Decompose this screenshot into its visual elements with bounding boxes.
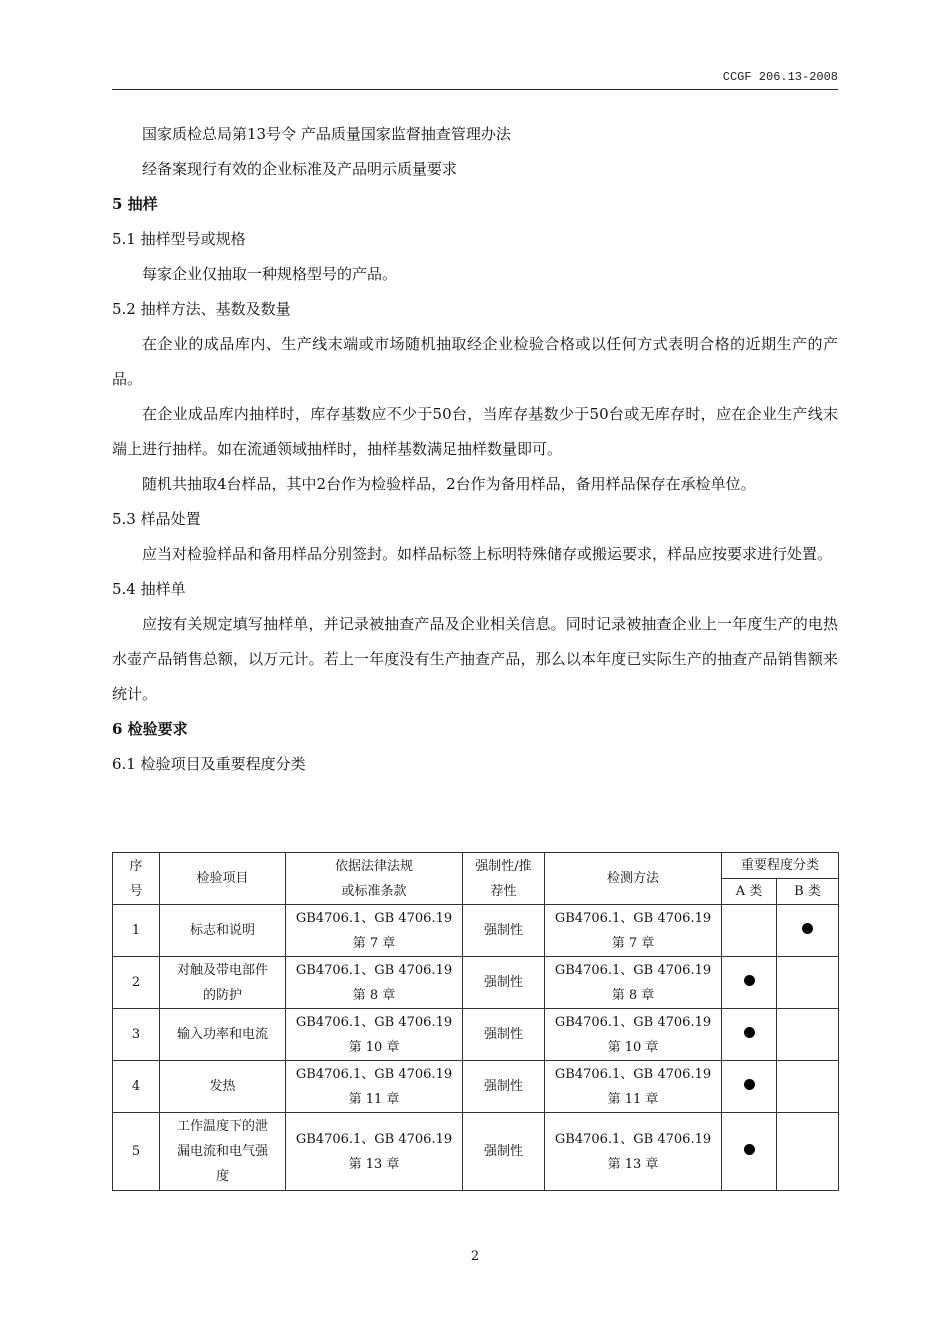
row-item	[160, 957, 286, 1009]
header-method: 检测方法	[545, 853, 722, 905]
row-mandatory: 强制性	[463, 1061, 545, 1113]
row-basis-line-2: 第 11 章	[348, 1091, 400, 1107]
row-class-b-cell	[777, 1061, 839, 1113]
row-class-a-cell	[722, 905, 777, 957]
header-basis-line-2: 或标准条款	[341, 883, 407, 899]
row-basis-line-1: GB4706.1、GB 4706.19	[295, 1066, 453, 1082]
header-mandatory-line-1: 强制性/推	[475, 858, 532, 874]
row-class-b-cell	[777, 905, 839, 957]
row-basis	[286, 957, 463, 1009]
section-5-2-text-a: 在企业的成品库内、生产线末端或市场随机抽取经企业检验合格或以任何方式表明合格的近期生产的产品。	[112, 335, 838, 388]
row-basis	[286, 1113, 463, 1191]
row-mandatory: 强制性	[463, 957, 545, 1009]
row-method-line-1: GB4706.1、GB 4706.19	[554, 1131, 712, 1147]
row-method	[545, 957, 722, 1009]
row-basis-line-2: 第 7 章	[352, 935, 396, 951]
table-row	[113, 957, 839, 1009]
section-6-1-heading: 6.1 检验项目及重要程度分类	[112, 755, 306, 773]
row-item-line-1: 工作温度下的泄	[176, 1119, 268, 1134]
row-item-line-3: 度	[215, 1169, 229, 1184]
reference-line-2: 经备案现行有效的企业标准及产品明示质量要求	[142, 160, 458, 178]
row-method-line-2: 第 13 章	[607, 1156, 659, 1172]
row-method-line-2: 第 10 章	[607, 1039, 659, 1055]
row-basis	[286, 1009, 463, 1061]
page-number: 2	[470, 1249, 480, 1264]
section-6-heading: 6 检验要求	[112, 720, 188, 738]
body-text	[112, 117, 838, 782]
section-5-3-heading: 5.3 样品处置	[112, 510, 201, 528]
row-method-line-1: GB4706.1、GB 4706.19	[554, 962, 712, 978]
header-class-a: A 类	[722, 879, 777, 905]
header-importance: 重要程度分类	[722, 853, 839, 879]
row-item: 发热	[160, 1061, 286, 1113]
row-basis-line-2: 第 13 章	[348, 1156, 400, 1172]
row-class-b-cell	[777, 957, 839, 1009]
reference-line-1: 国家质检总局第13号令 产品质量国家监督抽查管理办法	[142, 125, 511, 143]
section-5-2-text-c: 随机共抽取4台样品，其中2台作为检验样品，2台作为备用样品，备用样品保存在承检单位。	[142, 475, 756, 493]
header-seq	[113, 853, 160, 905]
row-seq: 5	[113, 1113, 160, 1191]
row-class-b-cell	[777, 1113, 839, 1191]
table-row	[113, 1061, 839, 1113]
section-5-4-text: 应按有关规定填写抽样单，并记录被抽查产品及企业相关信息。同时记录被抽查企业上一年度生产的电热水壶产品销售总额，以万元计。若上一年度没有生产抽查产品，那么以本年度已实际生产的抽查产品销售额来统计。	[112, 615, 838, 703]
table-row	[113, 1113, 839, 1191]
row-basis-line-1: GB4706.1、GB 4706.19	[295, 1131, 453, 1147]
row-item: 输入功率和电流	[160, 1009, 286, 1061]
row-method	[545, 905, 722, 957]
row-method-line-2: 第 7 章	[611, 935, 655, 951]
row-method-line-2: 第 11 章	[607, 1091, 659, 1107]
section-5-2-heading: 5.2 抽样方法、基数及数量	[112, 300, 291, 318]
row-method-line-2: 第 8 章	[611, 987, 655, 1003]
section-5-1-text: 每家企业仅抽取一种规格型号的产品。	[142, 265, 398, 283]
class-b-marker-icon	[802, 923, 813, 934]
table-row	[113, 1009, 839, 1061]
row-mandatory: 强制性	[463, 1009, 545, 1061]
header-seq-line-2: 号	[129, 883, 143, 899]
row-mandatory: 强制性	[463, 905, 545, 957]
row-basis-line-1: GB4706.1、GB 4706.19	[295, 910, 453, 926]
row-mandatory: 强制性	[463, 1113, 545, 1191]
header-class-b: B 类	[777, 879, 839, 905]
row-class-a-cell	[722, 1113, 777, 1191]
row-item-line-1: 对触及带电部件	[176, 962, 268, 978]
row-basis-line-1: GB4706.1、GB 4706.19	[295, 1014, 453, 1030]
row-basis-line-2: 第 10 章	[348, 1039, 400, 1055]
section-5-4-heading: 5.4 抽样单	[112, 580, 186, 598]
table-header-row	[113, 853, 839, 879]
row-basis-line-1: GB4706.1、GB 4706.19	[295, 962, 453, 978]
row-method-line-1: GB4706.1、GB 4706.19	[554, 910, 712, 926]
class-a-marker-icon	[744, 1079, 755, 1090]
row-seq: 2	[113, 957, 160, 1009]
inspection-items-table	[112, 852, 839, 1191]
row-basis	[286, 905, 463, 957]
table-row	[113, 905, 839, 957]
row-item: 标志和说明	[160, 905, 286, 957]
section-5-heading: 5 抽样	[112, 195, 158, 213]
header-rule	[112, 89, 838, 90]
header-item: 检验项目	[160, 853, 286, 905]
section-5-1-heading: 5.1 抽样型号或规格	[112, 230, 246, 248]
row-seq: 1	[113, 905, 160, 957]
row-item	[160, 1113, 286, 1191]
header-basis-line-1: 依据法律法规	[334, 858, 413, 874]
section-5-3-text: 应当对检验样品和备用样品分别签封。如样品标签上标明特殊储存或搬运要求，样品应按要求进行处置。	[142, 545, 833, 563]
row-method-line-1: GB4706.1、GB 4706.19	[554, 1014, 712, 1030]
header-mandatory	[463, 853, 545, 905]
class-a-marker-icon	[744, 1027, 755, 1038]
row-method	[545, 1009, 722, 1061]
header-seq-line-1: 序	[129, 858, 143, 874]
row-seq: 4	[113, 1061, 160, 1113]
row-class-a-cell	[722, 957, 777, 1009]
row-class-a-cell	[722, 1009, 777, 1061]
row-method	[545, 1113, 722, 1191]
class-a-marker-icon	[744, 975, 755, 986]
row-item-line-2: 的防护	[202, 987, 242, 1003]
row-basis	[286, 1061, 463, 1113]
row-basis-line-2: 第 8 章	[352, 987, 396, 1003]
row-method	[545, 1061, 722, 1113]
row-class-b-cell	[777, 1009, 839, 1061]
section-5-2-text-b: 在企业成品库内抽样时，库存基数应不少于50台，当库存基数少于50台或无库存时，应在企业生产线末端上进行抽样。如在流通领域抽样时，抽样基数满足抽样数量即可。	[112, 405, 838, 458]
header-mandatory-line-2: 荐性	[490, 883, 517, 899]
class-a-marker-icon	[744, 1144, 755, 1155]
row-class-a-cell	[722, 1061, 777, 1113]
header-basis	[286, 853, 463, 905]
row-item-line-2: 漏电流和电气强	[176, 1144, 268, 1159]
row-seq: 3	[113, 1009, 160, 1061]
row-method-line-1: GB4706.1、GB 4706.19	[554, 1066, 712, 1082]
document-code: CCGF 206.13-2008	[722, 70, 838, 84]
